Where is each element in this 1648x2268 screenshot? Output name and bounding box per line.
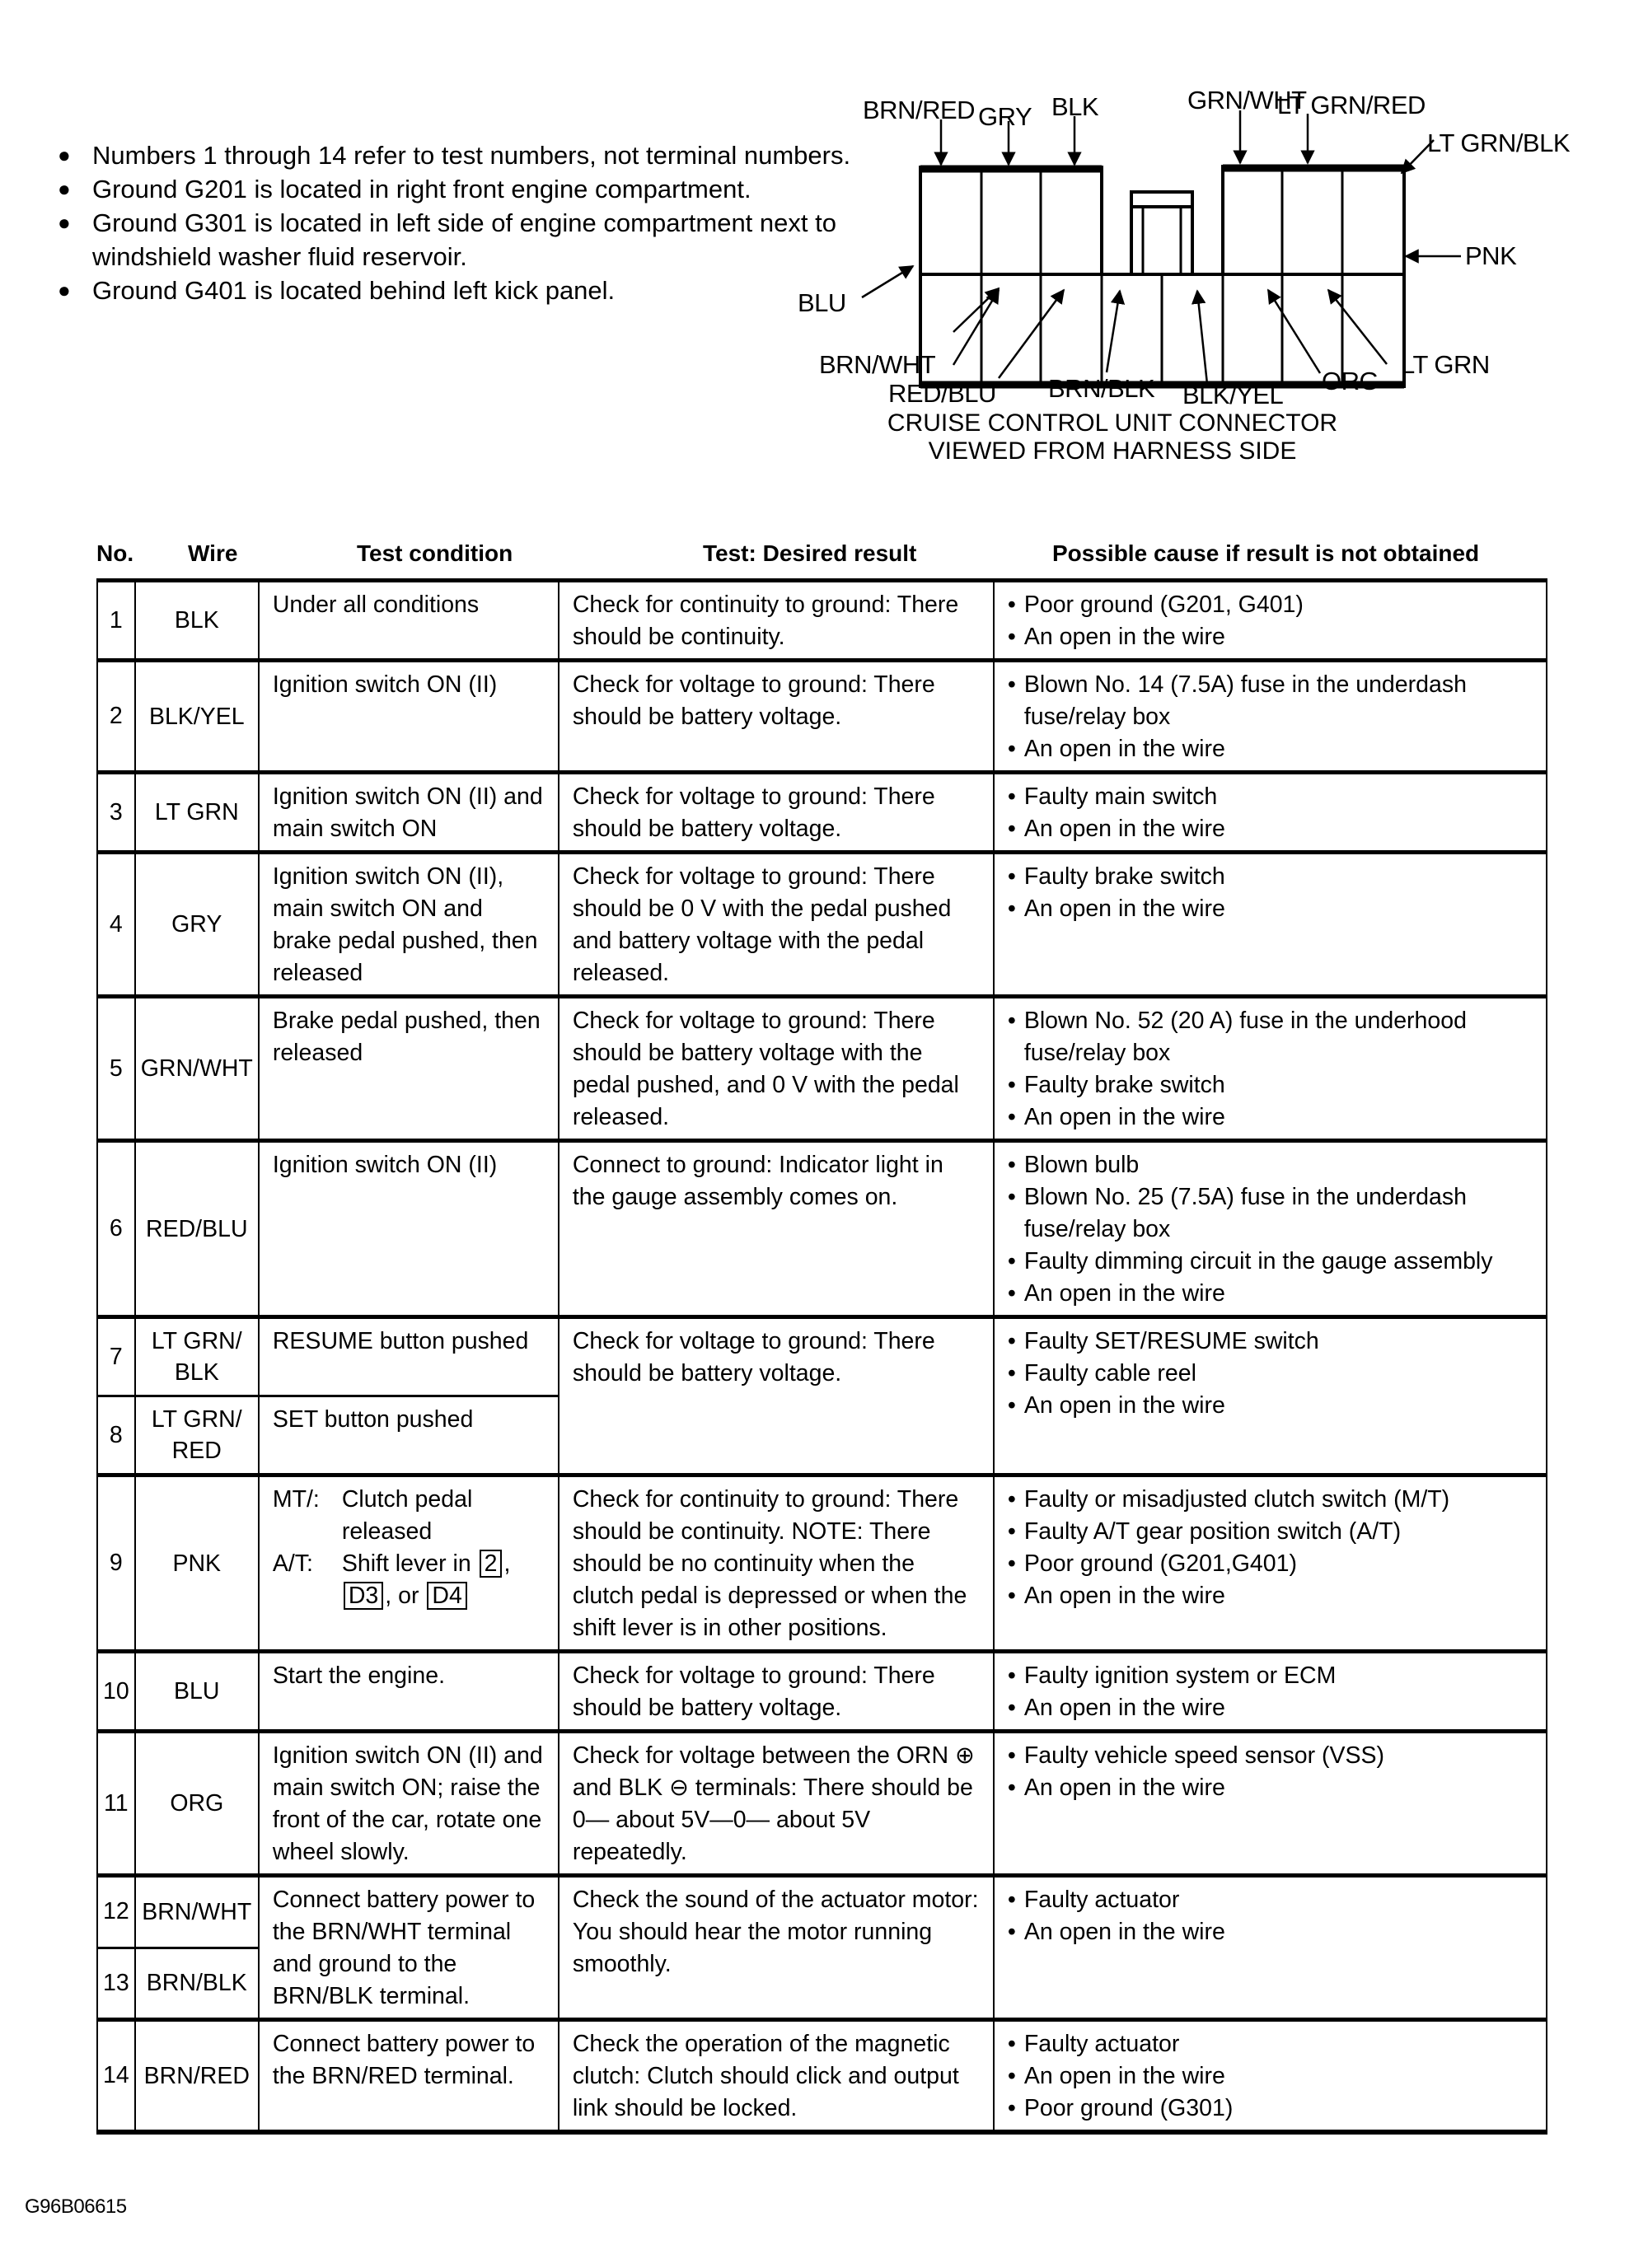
wire-color: PNK xyxy=(135,1475,259,1652)
bullet-icon: ● xyxy=(58,210,71,235)
desired-result: Check for voltage to ground: There should be battery voltage. xyxy=(559,1652,994,1732)
bullet-icon: • xyxy=(1007,671,1016,698)
figure-id: G96B06615 xyxy=(25,2196,127,2218)
wire-color: GRY xyxy=(135,853,259,997)
wire-label-grn-wht: GRN/WHT xyxy=(1187,86,1307,115)
wire-color: LT GRN xyxy=(135,773,259,853)
wire-label-lt-grn-blk: LT GRN/BLK xyxy=(1427,129,1571,157)
bullet-icon: • xyxy=(1007,863,1016,890)
header-cause: Possible cause if result is not obtained xyxy=(1052,540,1480,566)
table-row xyxy=(97,773,1547,853)
wire-color: ORG xyxy=(135,1732,259,1876)
table-header xyxy=(95,535,1545,568)
possible-causes: • Faulty SET/RESUME switch • Faulty cable reel • An open in the wire xyxy=(994,1317,1547,1475)
test-condition: RESUME button pushed xyxy=(259,1317,559,1396)
wire-label-blk-yel: BLK/YEL xyxy=(1182,381,1284,409)
bullet-icon: • xyxy=(1007,1550,1016,1577)
note-item: ● Numbers 1 through 14 refer to test numbers, not terminal numbers. xyxy=(58,138,923,172)
desired-result: Check for voltage to ground: There should be battery voltage with the pedal pushed, and 0 V with the pedal released. xyxy=(559,997,994,1141)
test-condition: Brake pedal pushed, then released xyxy=(259,997,559,1141)
header-condition: Test condition xyxy=(357,540,513,566)
table-row xyxy=(97,2020,1547,2133)
note-item: ● Ground G201 is located in right front engine compartment. xyxy=(58,172,923,206)
wire-color: BRN/WHT xyxy=(135,1876,259,1948)
test-number: 9 xyxy=(97,1475,135,1652)
wire-label-pnk: PNK xyxy=(1465,241,1517,270)
gear-d3-badge: D3 xyxy=(344,1582,383,1610)
test-number: 10 xyxy=(97,1652,135,1732)
troubleshooting-table xyxy=(96,578,1547,2135)
test-condition: Connect battery power to the BRN/WHT terminal and ground to the BRN/BLK terminal. xyxy=(259,1876,559,2020)
bullet-icon: • xyxy=(1007,1919,1016,1945)
header-wire: Wire xyxy=(188,540,238,566)
possible-causes: • Faulty vehicle speed sensor (VSS) • An open in the wire xyxy=(994,1732,1547,1876)
wire-label-lt-grn: LT GRN xyxy=(1401,350,1490,379)
note-item: ● Ground G401 is located behind left kick panel. xyxy=(58,274,923,307)
test-condition: MT/: Clutch pedal released A/T: Shift lever in 2 , D3 , or D4 xyxy=(259,1475,559,1652)
test-number: 3 xyxy=(97,773,135,853)
desired-result: Check for voltage to ground: There should be battery voltage. xyxy=(559,661,994,773)
bullet-icon: ● xyxy=(58,278,71,302)
possible-causes: • Faulty brake switch • An open in the wire xyxy=(994,853,1547,997)
note-item: ● Ground G301 is located in left side of engine compartment next to windshield washer fluid reservoir. xyxy=(58,206,923,274)
table-row xyxy=(97,661,1547,773)
bullet-icon: • xyxy=(1007,1662,1016,1689)
bullet-icon: • xyxy=(1007,1008,1016,1034)
bullet-icon: • xyxy=(1007,1104,1016,1130)
bullet-icon: • xyxy=(1007,2031,1016,2057)
bullet-icon: • xyxy=(1007,1518,1016,1545)
wire-label-lt-grn-red: LT GRN/RED xyxy=(1277,91,1426,119)
bullet-icon: • xyxy=(1007,2063,1016,2089)
table-row xyxy=(97,1475,1547,1652)
wire-label-blu: BLU xyxy=(798,288,846,317)
bullet-icon: • xyxy=(1007,1695,1016,1721)
wire-color: RED/BLU xyxy=(135,1141,259,1317)
desired-result: Check the sound of the actuator motor: You should hear the motor running smoothly. xyxy=(559,1876,994,2020)
table-row xyxy=(97,1317,1547,1396)
bullet-icon: • xyxy=(1007,1360,1016,1387)
test-condition: SET button pushed xyxy=(259,1396,559,1475)
possible-causes: • Blown No. 14 (7.5A) fuse in the underdash fuse/relay box • An open in the wire xyxy=(994,661,1547,773)
test-number: 8 xyxy=(97,1396,135,1475)
test-number: 7 xyxy=(97,1317,135,1396)
bullet-icon: • xyxy=(1007,592,1016,618)
desired-result: Check the operation of the magnetic clutch: Clutch should click and output link should be locked. xyxy=(559,2020,994,2133)
test-number: 6 xyxy=(97,1141,135,1317)
possible-causes: • Faulty actuator • An open in the wire • Poor ground (G301) xyxy=(994,2020,1547,2133)
desired-result: Check for voltage between the ORN ⊕ and BLK ⊖ terminals: There should be 0— about 5V—0— about 5V repeatedly. xyxy=(559,1732,994,1876)
possible-causes: • Faulty main switch • An open in the wire xyxy=(994,773,1547,853)
bullet-icon: • xyxy=(1007,816,1016,842)
wire-label-brn-red: BRN/RED xyxy=(863,96,976,124)
table-row xyxy=(97,853,1547,997)
desired-result: Check for voltage to ground: There should be battery voltage. xyxy=(559,773,994,853)
test-condition: Connect battery power to the BRN/RED terminal. xyxy=(259,2020,559,2133)
wire-color: BRN/RED xyxy=(135,2020,259,2133)
possible-causes: • Blown bulb • Blown No. 25 (7.5A) fuse in the underdash fuse/relay box • Faulty dimming circuit in the gauge assembly • An open in the wire xyxy=(994,1141,1547,1317)
bullet-icon: ● xyxy=(58,176,71,201)
wire-label-blk: BLK xyxy=(1051,92,1099,121)
header-result: Test: Desired result xyxy=(703,540,917,566)
table-row xyxy=(97,1652,1547,1732)
bullet-icon: • xyxy=(1007,1392,1016,1419)
table-row xyxy=(97,1876,1547,1948)
wire-color: BLK/YEL xyxy=(135,661,259,773)
wire-color: LT GRN/ RED xyxy=(135,1396,259,1475)
test-number: 5 xyxy=(97,997,135,1141)
table-row xyxy=(97,997,1547,1141)
test-number: 2 xyxy=(97,661,135,773)
desired-result: Check for continuity to ground: There should be continuity. NOTE: There should be no continuity when the clutch pedal is depressed or when the shift lever is in other positions. xyxy=(559,1475,994,1652)
bullet-icon: • xyxy=(1007,736,1016,762)
bullet-icon: • xyxy=(1007,1775,1016,1801)
test-number: 1 xyxy=(97,581,135,661)
test-number: 12 xyxy=(97,1876,135,1948)
test-condition: Ignition switch ON (II) xyxy=(259,661,559,773)
connector-diagram xyxy=(758,33,1648,494)
possible-causes: • Poor ground (G201, G401) • An open in the wire xyxy=(994,581,1547,661)
desired-result: Check for voltage to ground: There should be battery voltage. xyxy=(559,1317,994,1475)
wire-label-gry: GRY xyxy=(978,102,1032,131)
bullet-icon: • xyxy=(1007,1887,1016,1913)
bullet-icon: • xyxy=(1007,1742,1016,1769)
desired-result: Check for voltage to ground: There should be 0 V with the pedal pushed and battery voltage with the pedal released. xyxy=(559,853,994,997)
test-number: 4 xyxy=(97,853,135,997)
test-condition: Ignition switch ON (II) xyxy=(259,1141,559,1317)
bullet-icon: • xyxy=(1007,1328,1016,1354)
header-no: No. xyxy=(96,540,134,566)
wire-label-red-blu: RED/BLU xyxy=(888,379,996,408)
wire-color: GRN/WHT xyxy=(135,997,259,1141)
table-row xyxy=(97,581,1547,661)
wire-label-brn-blk: BRN/BLK xyxy=(1048,374,1155,403)
possible-causes: • Faulty actuator • An open in the wire xyxy=(994,1876,1547,2020)
wire-color: LT GRN/ BLK xyxy=(135,1317,259,1396)
bullet-icon: • xyxy=(1007,624,1016,650)
bullet-icon: • xyxy=(1007,783,1016,810)
wire-color: BLK xyxy=(135,581,259,661)
gear-d4-badge: D4 xyxy=(427,1582,466,1610)
bullet-icon: • xyxy=(1007,1248,1016,1274)
possible-causes: • Faulty ignition system or ECM • An open in the wire xyxy=(994,1652,1547,1732)
test-number: 11 xyxy=(97,1732,135,1876)
wire-label-org: ORG xyxy=(1322,367,1379,395)
bullet-icon: • xyxy=(1007,1152,1016,1178)
test-condition: Ignition switch ON (II) and main switch ON; raise the front of the car, rotate one wheel slowly. xyxy=(259,1732,559,1876)
bullet-icon: • xyxy=(1007,1583,1016,1609)
bullet-icon: • xyxy=(1007,1486,1016,1513)
wire-label-brn-wht: BRN/WHT xyxy=(819,350,936,379)
test-number: 13 xyxy=(97,1948,135,2020)
desired-result: Check for continuity to ground: There should be continuity. xyxy=(559,581,994,661)
bullet-icon: • xyxy=(1007,1072,1016,1098)
test-number: 14 xyxy=(97,2020,135,2133)
test-condition: Start the engine. xyxy=(259,1652,559,1732)
desired-result: Connect to ground: Indicator light in the gauge assembly comes on. xyxy=(559,1141,994,1317)
test-condition: Under all conditions xyxy=(259,581,559,661)
wire-color: BRN/BLK xyxy=(135,1948,259,2020)
table-row xyxy=(97,1732,1547,1876)
bullet-icon: • xyxy=(1007,2095,1016,2121)
diagram-caption: CRUISE CONTROL UNIT CONNECTOR VIEWED FROM HARNESS SIDE xyxy=(887,409,1338,465)
bullet-icon: • xyxy=(1007,1280,1016,1307)
bullet-icon: ● xyxy=(58,143,71,167)
wire-color: BLU xyxy=(135,1652,259,1732)
table-row xyxy=(97,1141,1547,1317)
bullet-icon: • xyxy=(1007,1184,1016,1210)
possible-causes: • Faulty or misadjusted clutch switch (M/T) • Faulty A/T gear position switch (A/T) • Poor ground (G201,G401) • An open in the wire xyxy=(994,1475,1547,1652)
possible-causes: • Blown No. 52 (20 A) fuse in the underhood fuse/relay box • Faulty brake switch • An open in the wire xyxy=(994,997,1547,1141)
test-condition: Ignition switch ON (II), main switch ON and brake pedal pushed, then released xyxy=(259,853,559,997)
bullet-icon: • xyxy=(1007,896,1016,922)
gear-2-badge: 2 xyxy=(480,1550,503,1578)
test-condition: Ignition switch ON (II) and main switch ON xyxy=(259,773,559,853)
